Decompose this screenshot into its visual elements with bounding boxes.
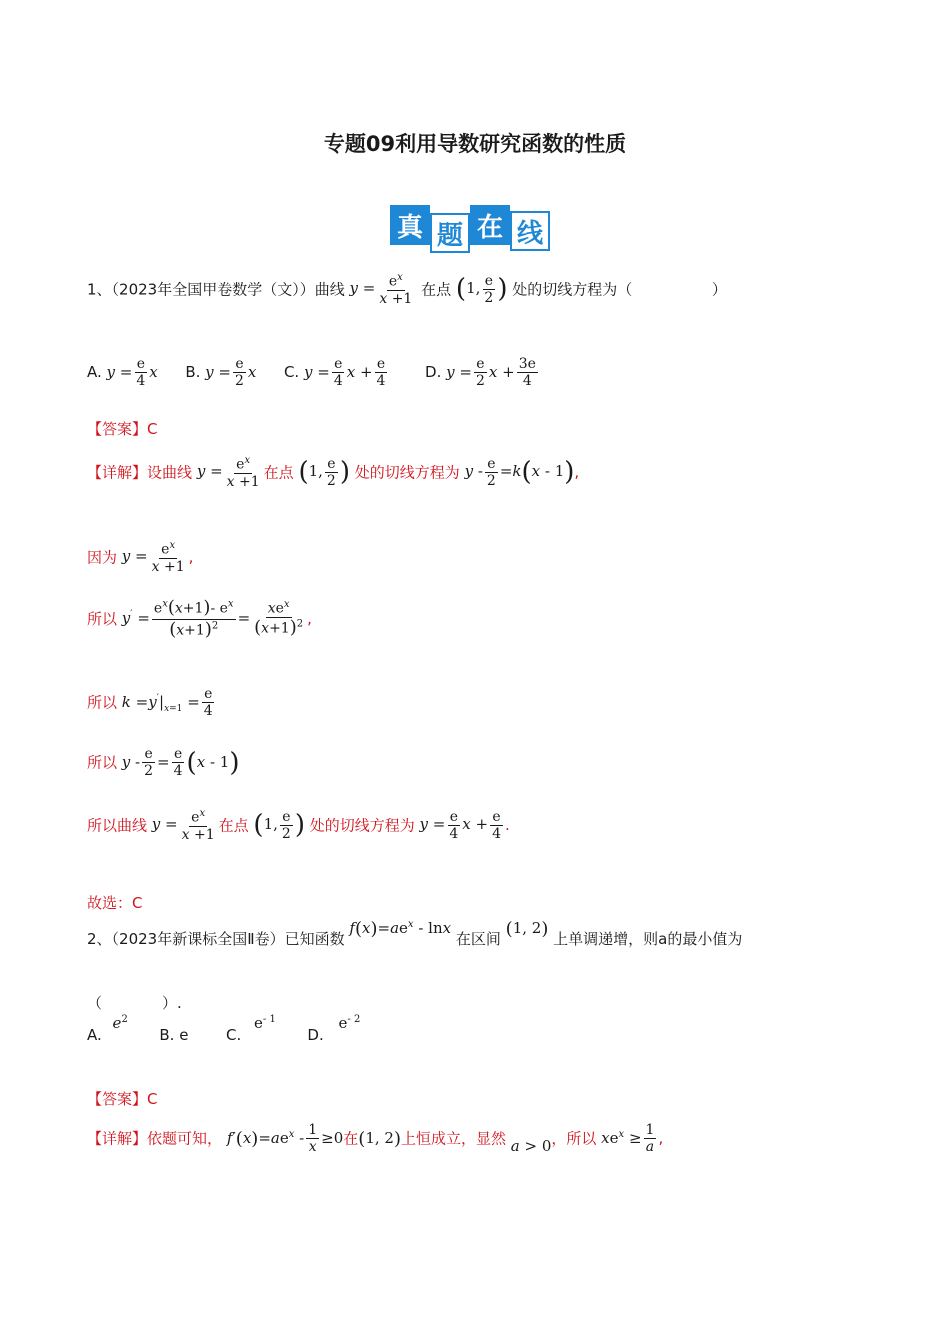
badge-char-2: 题 [430,213,470,253]
q1-detail-at: 在点 [263,463,294,482]
q1-stem [87,272,727,307]
q2-option-c-label: C. [226,1026,242,1044]
badge-char-4: 线 [510,211,550,251]
q1-point: (1, $\frac{e}{2}$ ) [455,272,508,306]
q2-option-b: B. e [159,1026,189,1044]
q2-rest: 上单调递增，则a的最小值为 [553,930,743,948]
q2-options [87,1014,361,1044]
q2-option-a: $e^2$ [112,1014,128,1032]
q1-conclusion-curve: y = $\frac{e^x}{x +1}$ [151,808,215,843]
q2-detail-line: 【详解】依题可知， $f'(x)=ae^x$ - $\frac{1}{x}$ ≥0在(1, 2)上恒成立，显然 a > 0，所以 $xe^x$ ≥ $\frac{1}{a}$ , [87,1122,664,1156]
q2-detail-text: 依题可知， [147,1129,223,1148]
q2-answer: 【答案】C [87,1090,158,1108]
q2-detail-result: $xe^x$ ≥ $\frac{1}{a}$ [601,1122,655,1156]
q1-option-c-label: C. [283,363,300,382]
q1-detail-point: (1, $\frac{e}{2}$ ) [298,455,350,489]
q2-detail-a-positive: a > 0 [510,1136,552,1155]
q1-detail-text: 设曲线 [147,463,193,482]
q2-option-a-label: A. [87,1026,102,1044]
q1-option-a-label: A. [87,363,102,382]
q1-line-eq-formula: y - $\frac{e}{2}$ = $\frac{e}{4}$ (x - 1) [121,746,240,780]
q2-detail-mid: 在 [343,1129,359,1148]
q2-function: $f(x)=ae^x - \ln x$ [349,918,452,940]
q1-options [87,356,540,389]
q2-option-d: $e^{- 2}$ [338,1014,361,1032]
q2-detail-hold: 上恒成立，显然 [400,1129,506,1148]
q1-curve-formula: y = $\frac{e^x}{x +1}$ [349,272,413,307]
badge-char-3: 在 [470,205,510,245]
q2-option-d-label: D. [307,1026,324,1044]
q1-derivative-line: 所以 y′ = $\frac{e^x(x+1)- e^x}{(x+1)^2}$ = $\frac{xe^x}{(x+1)^2}$ , [87,597,312,640]
q1-detail-line-eq: y - $\frac{e}{2}$ =k(x - 1) [464,455,575,489]
q2-detail-interval: (1, 2) [358,1128,401,1150]
q2-interval: (1, 2) [505,918,549,940]
q1-option-a: y = $\frac{e}{4}$ x [106,356,158,390]
q1-so2: 所以 [87,693,118,712]
q1-because-formula: y = $\frac{e^x}{x +1}$ [121,540,185,575]
q1-option-d-label: D. [425,363,442,382]
q1-because-line: 因为 y = $\frac{e^x}{x +1}$ , [87,540,194,575]
q1-detail-line: 【详解】设曲线 y = $\frac{e^x}{x +1}$ 在点 (1, $\frac{e}{2}$ ) 处的切线方程为 y - $\frac{e}{2}$ =k(x - 1), [87,455,580,490]
q2-stem [87,918,743,950]
q2-detail-label: 【详解】 [87,1129,148,1148]
q1-so4-tangent: 处的切线方程为 [309,816,415,835]
q1-detail-curve: y = $\frac{e^x}{x +1}$ [196,455,260,490]
q2-interval-text: 在区间 [455,930,501,948]
q1-option-c: y = $\frac{e}{4}$ x + $\frac{e}{4}$ [303,356,386,390]
q1-number: 1、（2023年全国甲卷数学（文））曲线 [87,280,345,299]
q1-detail-label: 【详解】 [87,463,148,482]
q1-option-b-label: B. [185,363,201,382]
q1-at-point: 在点 [421,280,452,299]
zhenti-zaixian-badge [390,205,550,253]
q1-so3: 所以 [87,753,118,772]
q1-answer: 【答案】C [87,420,158,438]
q1-close-paren: ） [711,280,727,299]
q1-so1: 所以 [87,610,118,629]
q2-paren: （ ）. [87,994,182,1012]
q1-conclusion-formula: y = $\frac{e}{4}$ x + $\frac{e}{4}$ [419,808,502,842]
q1-derivative-formula: y′ = $\frac{e^x(x+1)- e^x}{(x+1)^2}$ = $\frac{xe^x}{(x+1)^2}$ [121,597,304,640]
q2-option-c: $e^{- 1}$ [254,1014,276,1032]
q1-so4-at: 在点 [218,816,249,835]
page-title: 专题09利用导数研究函数的性质 [323,132,627,156]
q1-because: 因为 [87,548,118,567]
q2-detail-so: ，所以 [551,1129,597,1148]
q1-detail-tangent: 处的切线方程为 [354,463,460,482]
q1-slope-formula: $k =y'|_{x=1}$ = $\frac{e}{4}$ [121,686,213,720]
badge-char-1: 真 [390,205,430,245]
q1-slope-line [87,686,217,719]
q1-option-d: y = $\frac{e}{2}$ x + $\frac{3e}{4}$ [446,356,536,390]
q2-number: 2、（2023年新课标全国Ⅱ卷）已知函数 [87,930,345,948]
q1-conclusion-line: 所以曲线 y = $\frac{e^x}{x +1}$ 在点 (1, $\frac{e}{2}$ ) 处的切线方程为 y = $\frac{e}{4}$ x + $\frac{e}{4}$ . [87,808,510,843]
q2-detail-inequality: $f'(x)=ae^x$ - $\frac{1}{x}$ ≥0 [226,1122,344,1156]
q1-tangent-text: 处的切线方程为（ [512,280,633,299]
q1-option-b: y = $\frac{e}{2}$ x [205,356,257,390]
q1-conclusion-point: (1, $\frac{e}{2}$ ) [253,808,305,842]
q1-line-eq-line [87,746,239,779]
q1-choose: 故选：C [87,894,143,912]
q1-so4: 所以曲线 [87,816,148,835]
